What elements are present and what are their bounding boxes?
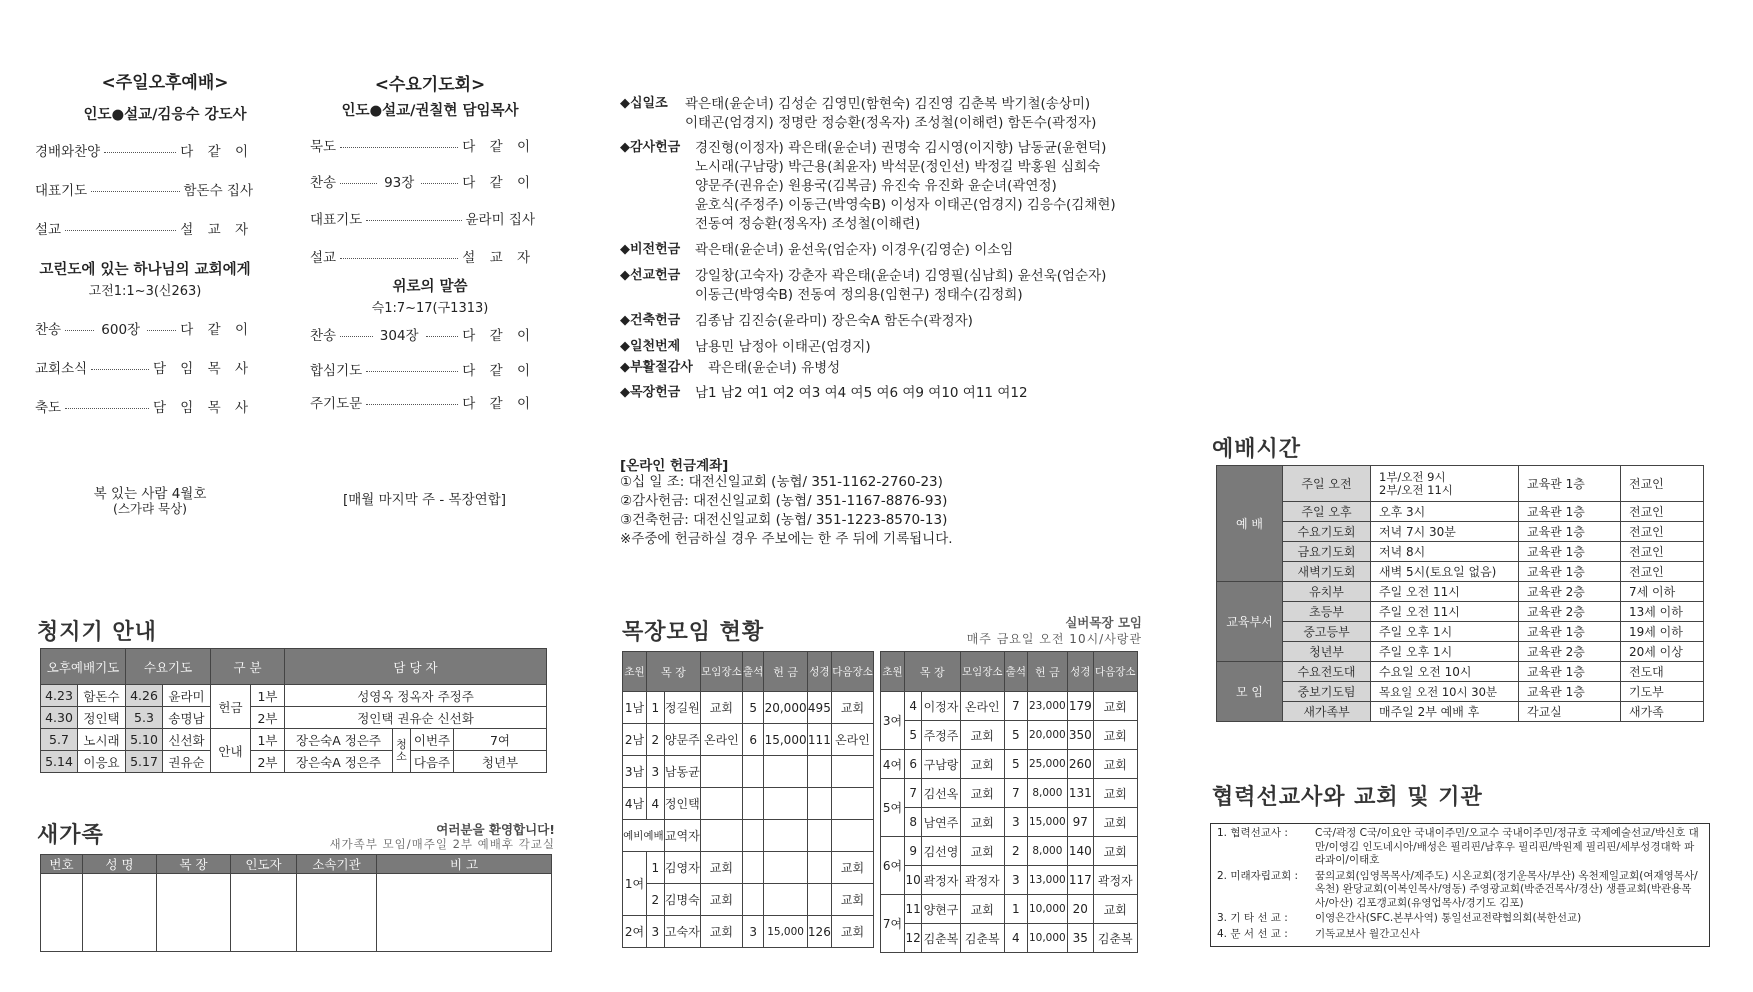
- cleaning-title: 청지기 안내: [37, 620, 157, 645]
- newfamily-table: [40, 854, 552, 952]
- col-header: 오후예배기도: [41, 649, 126, 685]
- offering-mokjang: ◆목장헌금: [620, 385, 681, 400]
- mokjang-table-left: [622, 651, 874, 948]
- partner-item: 3. 기 타 선 교 : 이영은간사(SFC.본부사역) 통일선교전략협의회(북한선교): [1217, 912, 1582, 924]
- col-header: 헌 금: [764, 652, 807, 692]
- table-row: [41, 874, 552, 952]
- col-header: 성경: [1068, 652, 1094, 692]
- sunday-pm-note: (스가랴 묵상): [112, 501, 188, 516]
- offering-line: 남용민 남정아 이태곤(엄경지): [695, 339, 871, 355]
- col-header: 모임장소: [960, 652, 1004, 692]
- sunday-pm-title: <주일오후예배>: [101, 73, 229, 93]
- table-row: 3남 3 남동균: [623, 756, 874, 788]
- offering-line: 곽은태(윤순녀) 윤선욱(엄순자) 이경우(김영순) 이소임: [695, 242, 1014, 258]
- offering-vision: ◆비전헌금: [620, 242, 681, 257]
- wednesday-row: 설교 설 교 자: [310, 250, 535, 266]
- sunday-pm-leader: 인도●설교/김응수 강도사: [83, 107, 247, 123]
- wednesday-row: 찬송 304장 다 같 이: [310, 328, 535, 344]
- offering-line: 김종남 김진승(윤라미) 장은숙A 함돈수(곽정자): [695, 313, 973, 329]
- table-row: 12 김춘복 김춘복 4 10,000 35 김춘복: [881, 924, 1138, 953]
- offering-easter: ◆부활절감사: [620, 360, 693, 375]
- col-header: 소속기관: [297, 855, 377, 874]
- table-row: 청년부 주일 오후 1시 교육관 2층 20세 이상: [1217, 642, 1704, 662]
- offering-line: 양문주(권유순) 원용국(김복금) 유진숙 유진화 윤순녀(곽연정): [695, 178, 1057, 194]
- col-header: 출석: [1004, 652, 1027, 692]
- sunday-pm-sermon-ref: 고전1:1~3(신263): [88, 284, 202, 299]
- table-row: 4.23 함돈수 4.26 윤라미 헌금 1부 성영옥 정옥자 주정주: [41, 685, 547, 707]
- offering-line: 곽은태(윤순녀) 김성순 김영민(함현숙) 김진영 김춘복 박기철(송상미): [685, 96, 1091, 112]
- sunday-pm-row: 찬송 600장 다 같 이: [35, 322, 253, 338]
- table-row: 교육부서 유치부 주일 오전 11시 교육관 2층 7세 이하: [1217, 582, 1704, 602]
- col-header: 헌 금: [1027, 652, 1067, 692]
- table-row: 예비예배 교역자: [623, 820, 874, 852]
- table-row: 5 주정주 교회 5 20,000 350 교회: [881, 721, 1138, 750]
- newfamily-title: 새가족: [37, 823, 104, 848]
- table-row: 3여 4 이정자 온라인 7 23,000 179 교회: [881, 692, 1138, 721]
- wednesday-row: 합심기도 다 같 이: [310, 363, 535, 379]
- table-row: 새벽기도회 새벽 5시(토요일 없음) 교육관 1층 전교인: [1217, 562, 1704, 582]
- partner-item: 4. 문 서 선 교 : 기독교보사 월간고신사: [1217, 927, 1420, 940]
- col-header: 목 장: [647, 652, 701, 692]
- wednesday-sermon-ref: 슥1:7~17(구1313): [371, 301, 489, 316]
- wednesday-note: [매월 마지막 주 - 목장연합]: [343, 492, 506, 508]
- wednesday-row: 찬송 93장 다 같 이: [310, 175, 536, 191]
- col-header: 수요기도: [126, 649, 211, 685]
- table-row: 6여 9 김선영 교회 2 8,000 140 교회: [881, 837, 1138, 866]
- partner-item: 2. 미래자립교회 : 꿈의교회(임영목목사/제주도) 시온교회(정기운목사/부산) 옥천제일교회(여재영목사/옥천) 완당교회(이복인목사/영동) 주영광교회(박준건목사/경산) 생플교회(박관용목사/아산) 김포갱교회(유영업목사/경기도 김포): [1217, 869, 1698, 909]
- online-accounts: [620, 473, 953, 549]
- newfamily-welcome: 여러분을 환영합니다!: [436, 822, 555, 837]
- sunday-pm-row: 경배와찬양 다 같 이: [35, 144, 253, 160]
- online-account: ③건축헌금: 대전신일교회 (농협/ 351-1223-8570-13): [620, 512, 948, 528]
- table-row: 4여 6 구남랑 교회 5 25,000 260 교회: [881, 750, 1138, 779]
- offering-line: 윤호식(주정주) 이동근(박영숙B) 이성자 이태곤(엄경지) 김응수(김채현): [695, 197, 1116, 213]
- table-row: 2 김명숙 교회 교회: [623, 884, 874, 916]
- mokjang-title: 목장모임 현황: [622, 620, 765, 645]
- col-header: 번호: [41, 855, 83, 874]
- mokjang-sub1: 실버목장 모임: [1065, 615, 1142, 630]
- sunday-pm-row: 교회소식 담 임 목 사: [35, 361, 253, 377]
- online-account: ②감사헌금: 대전신일교회 (농협/ 351-1167-8876-93): [620, 493, 948, 509]
- table-row: 8 남연주 교회 3 15,000 97 교회: [881, 808, 1138, 837]
- table-row: 초등부 주일 오전 11시 교육관 2층 13세 이하: [1217, 602, 1704, 622]
- sunday-pm-row: 설교 설 교 자: [35, 222, 253, 238]
- table-row: 금요기도회 저녁 8시 교육관 1층 전교인: [1217, 542, 1704, 562]
- table-row: 중고등부 주일 오후 1시 교육관 1층 19세 이하: [1217, 622, 1704, 642]
- table-row: 4남 4 정인택: [623, 788, 874, 820]
- table-row: 예 배 주일 오전 1부/오전 9시 2부/오전 11시 교육관 1층 전교인: [1217, 466, 1704, 502]
- table-row: 10 곽정자 곽정자 3 13,000 117 곽정자: [881, 866, 1138, 895]
- col-header: 출석: [742, 652, 764, 692]
- table-row: 2여 3 고숙자 교회 3 15,000 126 교회: [623, 916, 874, 948]
- wednesday-sermon-title: 위로의 말씀: [392, 279, 468, 295]
- online-account: ①십 일 조: 대전신일교회 (농협/ 351-1162-2760-23): [620, 474, 943, 490]
- offering-line: 곽은태(윤순녀) 유병성: [708, 360, 841, 376]
- table-row: 2남 2 양문주 온라인 6 15,000 111 온라인: [623, 724, 874, 756]
- worship-times-table: [1216, 465, 1704, 722]
- worship-times-title: 예배시간: [1212, 437, 1302, 462]
- col-header: 모임장소: [700, 652, 742, 692]
- wednesday-row: 묵도 다 같 이: [310, 139, 535, 155]
- offering-line: 노시래(구남랑) 박근용(최윤자) 박석문(정인선) 박정길 박홍원 심희숙: [695, 159, 1101, 175]
- offering-thousand: ◆일천번제: [620, 339, 681, 354]
- offering-line: 강일창(고숙자) 강춘자 곽은태(윤순녀) 김영필(심남희) 윤선욱(엄순자): [695, 268, 1107, 284]
- table-row: 5.7 노시래 5.10 신선화 안내 1부 장은숙A 정은주 청소 이번주 7여: [41, 729, 547, 751]
- table-row: 중보기도팀 목요일 오전 10시 30분 교육관 1층 기도부: [1217, 682, 1704, 702]
- col-header: 목 장: [157, 855, 231, 874]
- col-header: 목 장: [905, 652, 961, 692]
- partners-title: 협력선교사와 교회 및 기관: [1212, 785, 1483, 810]
- table-row: 5여 7 김선옥 교회 7 8,000 131 교회: [881, 779, 1138, 808]
- wednesday-title: <수요기도회>: [374, 75, 486, 95]
- sunday-pm-row: 대표기도 함돈수 집사: [35, 183, 253, 199]
- col-header: 다음장소: [1093, 652, 1137, 692]
- online-note: ※주중에 헌금하실 경우 주보에는 한 주 뒤에 기록됩니다.: [620, 531, 953, 547]
- offering-line: 경진형(이정자) 곽은태(윤순녀) 권명숙 김시영(이지향) 남동균(윤현덕): [695, 140, 1107, 156]
- table-row: 새가족부 매주일 2부 예배 후 각교실 새가족: [1217, 702, 1704, 722]
- table-row: 모 임 수요전도대 수요일 오전 10시 교육관 1층 전도대: [1217, 662, 1704, 682]
- table-row: 5.14 이응요 5.17 권유순 2부 장은숙A 정은주 다음주 청년부: [41, 751, 547, 773]
- sunday-pm-sermon-title: 고린도에 있는 하나님의 교회에게: [39, 262, 251, 278]
- wednesday-leader: 인도●설교/권칠현 담임목사: [341, 103, 519, 119]
- mokjang-sub2: 매주 금요일 오전 10시/사랑관: [966, 632, 1142, 646]
- table-row: 주일 오후 오후 3시 교육관 1층 전교인: [1217, 502, 1704, 522]
- col-header: 비 고: [377, 855, 552, 874]
- table-row: 1여 1 김영자 교회 교회: [623, 852, 874, 884]
- table-row: 7여 11 양현구 교회 1 10,000 20 교회: [881, 895, 1138, 924]
- offering-mission: ◆선교헌금: [620, 268, 681, 283]
- offering-thanks: ◆감사헌금: [620, 140, 681, 155]
- col-header: 구 분: [211, 649, 285, 685]
- mokjang-table-right: [880, 651, 1138, 953]
- table-row: 4.30 정인택 5.3 송명남 2부 정인택 권유순 신선화: [41, 707, 547, 729]
- wednesday-row: 주기도문 다 같 이: [310, 396, 535, 412]
- col-header: 초원: [881, 652, 905, 692]
- partner-item: 1. 협력선교사 : C국/곽정 C국/이요안 국내이주민/오교수 국내이주민/정규호 국제예술선교/박신호 대만/이영김 인도네시아/배성은 필리핀/남후우 필리핀/박원제 필리핀/세부성경대학 파라과이/이태호: [1217, 827, 1699, 866]
- offering-line: 이태곤(엄경지) 정명란 정승환(정옥자) 조성철(이해련) 함돈수(곽정자): [685, 115, 1097, 131]
- partners-box: [1210, 823, 1710, 947]
- col-header: 성 명: [83, 855, 157, 874]
- table-row: 1남 1 정길원 교회 5 20,000 495 교회: [623, 692, 874, 724]
- newfamily-sub: 새가족부 모임/매주일 2부 예배후 각교실: [329, 837, 555, 851]
- col-header: 다음장소: [831, 652, 873, 692]
- sunday-pm-note: 복 있는 사람 4월호: [93, 486, 207, 502]
- col-header: 초원: [623, 652, 647, 692]
- table-row: 수요기도회 저녁 7시 30분 교육관 1층 전교인: [1217, 522, 1704, 542]
- col-header: 담 당 자: [285, 649, 547, 685]
- offering-building: ◆건축헌금: [620, 313, 681, 328]
- offering-line: 전동여 정승환(정옥자) 조성철(이해련): [695, 216, 921, 232]
- cleaning-table: [40, 648, 547, 773]
- col-header: 인도자: [231, 855, 297, 874]
- offering-line: 남1 남2 여1 여2 여3 여4 여5 여6 여9 여10 여11 여12: [695, 385, 1028, 401]
- offering-tithe: ◆십일조: [620, 96, 668, 111]
- sunday-pm-row: 축도 담 임 목 사: [35, 400, 253, 416]
- wednesday-row: 대표기도 윤라미 집사: [310, 212, 535, 228]
- online-title: [온라인 헌금계좌]: [620, 458, 729, 474]
- col-header: 성경: [807, 652, 831, 692]
- offering-line: 이동근(박영숙B) 전동여 정의용(임현구) 정태수(김정희): [695, 287, 1023, 303]
